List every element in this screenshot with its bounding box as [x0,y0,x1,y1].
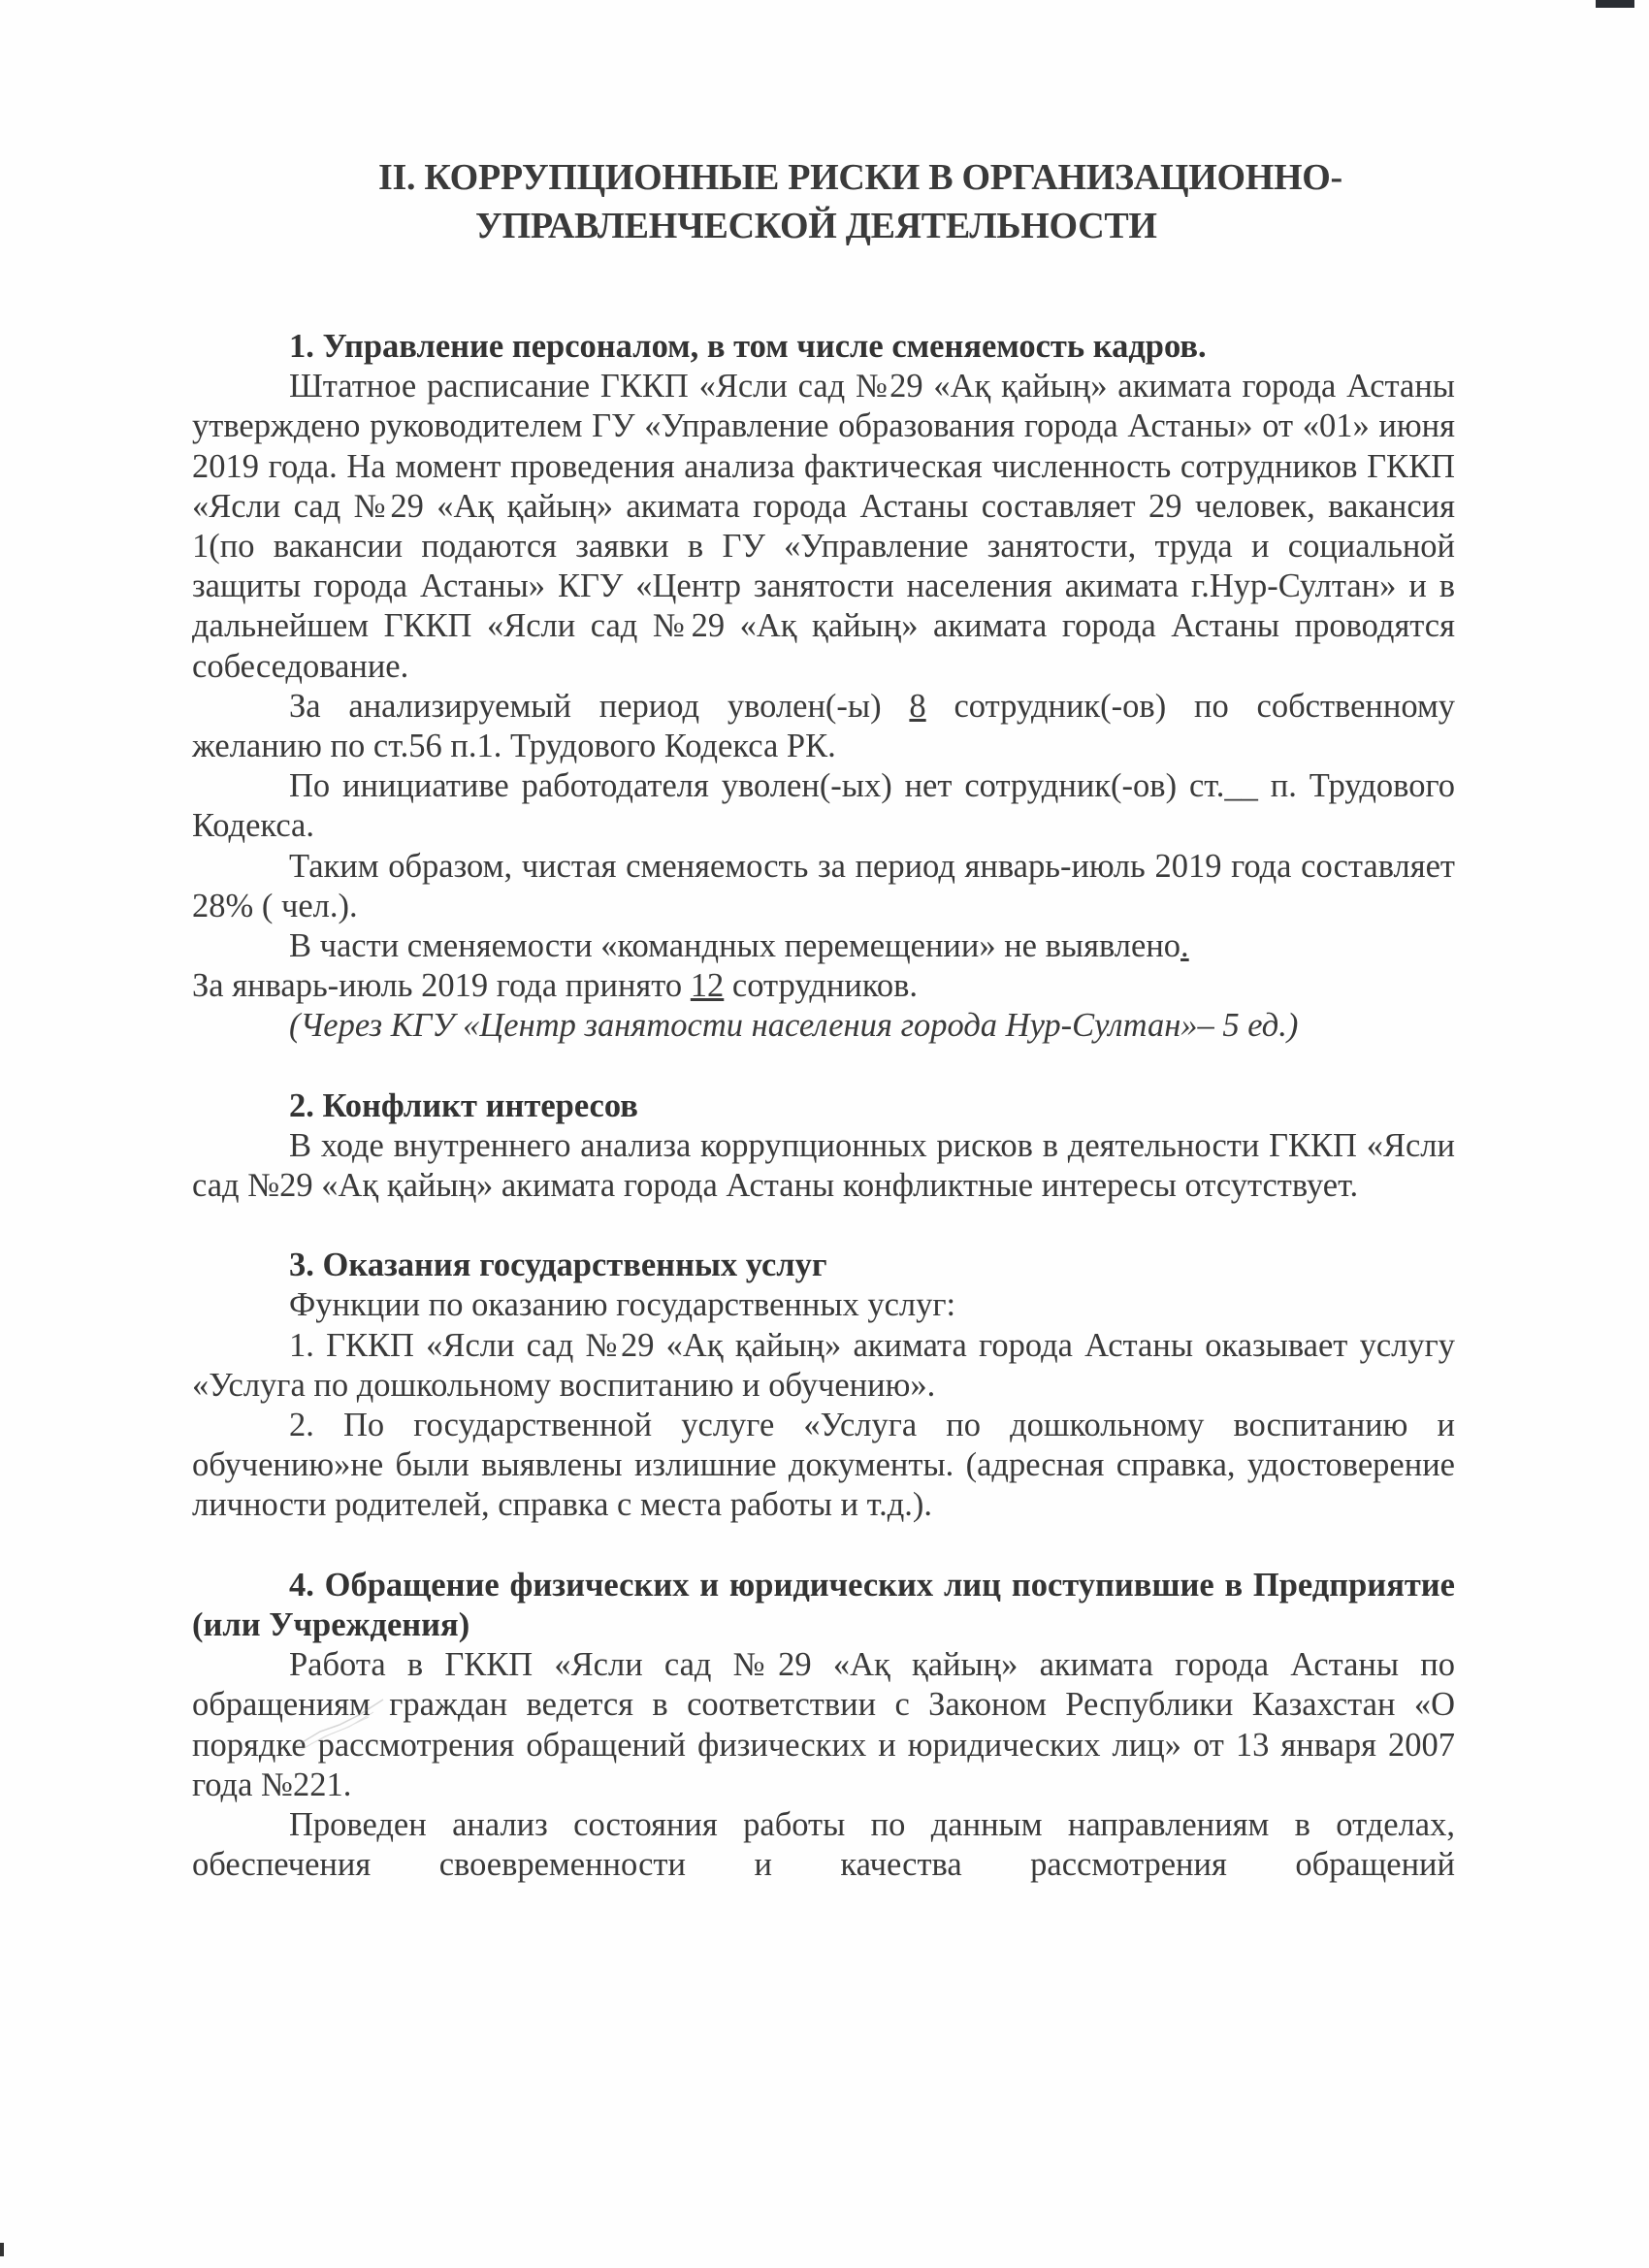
turnover-paragraph: Таким образом, чистая сменяемость за период январь-июль 2019 года составляет 28% ( чел.). [192,847,1455,924]
section-3-heading: 3. Оказания государственных услуг [289,1247,827,1284]
section-4-paragraph-2: Проведен анализ состояния работы по данным направлениям в отделах, обеспечения своевременности и качества рассмотрения обращений [192,1805,1455,1884]
title-line-2: УПРАВЛЕНЧЕСКОЙ ДЕЯТЕЛЬНОСТИ [475,206,1157,246]
document-body [192,327,1455,1885]
pencil-mark-icon [291,1688,398,1756]
title-line-1: II. КОРРУПЦИОННЫЕ РИСКИ В ОРГАНИЗАЦИОННО- [378,157,1342,198]
employer-initiative-paragraph: По инициативе работодателя уволен(-ых) нет сотрудник(-ов) ст.__ п. Трудового Кодекса. [192,767,1455,845]
section-4-paragraph-1: Работа в ГККП «Ясли сад №29 «Ақ қайың» акимата города Астаны по обращениям граждан ведется в соответствии с Законом Республики Казахстан «О порядке рассмотрения обращений физических и юридических лиц» от 13 января 2007 года №221. [192,1646,1455,1803]
hired-paragraph [192,966,1455,1006]
section-3-paragraph-1: Функции по оказанию государственных услуг: [289,1286,956,1324]
section-3-paragraph-2: 1. ГККП «Ясли сад №29 «Ақ қайың» акимата города Астаны оказывает услугу «Услуга по дошкольному воспитанию и обучению». [192,1326,1455,1404]
section-1-heading: 1. Управление персоналом, в том числе сменяемость кадров. [289,328,1207,365]
hired-count: 12 [690,967,725,1005]
scan-artifact [1596,0,1634,8]
dismissed-post: сотрудник(-ов) по собственному желанию по ст.56 п.1. Трудового Кодекса РК. [192,687,1456,765]
section-2-heading: 2. Конфликт интересов [289,1086,638,1124]
command-moves-paragraph [192,926,1455,966]
dismissed-count: 8 [909,687,926,725]
hired-pre: За январь-июль 2019 года принято [192,967,683,1005]
scan-artifact [0,2243,4,2256]
dismissed-pre: За анализируемый период уволен(-ы) [289,687,882,725]
section-1-paragraph: Штатное расписание ГККП «Ясли сад №29 «Ақ қайың» акимата города Астаны утверждено руководителем ГУ «Управление образования города Астаны» от «01» июня 2019 года. На момент проведения анализа фактическая численность сотрудников ГККП «Ясли сад №29 «Ақ қайың» акимата города Астаны составляет 29 человек, вакансия 1(по вакансии подаются заявки в ГУ «Управление занятости, труда и социальной защиты города Астаны» КГУ «Центр занятости населения акимата г.Нур-Султан» и в дальнейшем ГККП «Ясли сад №29 «Ақ қайың» акимата города Астаны проводятся собеседование. [192,368,1455,685]
command-moves-text: В части сменяемости «командных перемещении» не выявлено [289,927,1181,965]
section-3-paragraph-3: 2. По государственной услуге «Услуга по дошкольному воспитанию и обучению»не были выявлены излишние документы. (адресная справка, удостоверение личности родителей, справка с места работы и т.д.). [192,1407,1455,1524]
hired-post: сотрудников. [731,967,919,1005]
dismissed-paragraph [192,687,1455,766]
hired-note: (Через КГУ «Центр занятости населения города Нур-Султан»– 5 ед.) [289,1007,1299,1045]
section-2-paragraph: В ходе внутреннего анализа коррупционных рисков в деятельности ГККП «Ясли сад №29 «Ақ қайың» акимата города Астаны конфликтные интересы отсутствует. [192,1126,1455,1205]
section-4-heading: 4. Обращение физических и юридических лиц поступившие в Предприятие (или Учреждения) [192,1566,1455,1643]
page-title [291,153,1484,250]
command-moves-dot: . [1180,927,1189,965]
